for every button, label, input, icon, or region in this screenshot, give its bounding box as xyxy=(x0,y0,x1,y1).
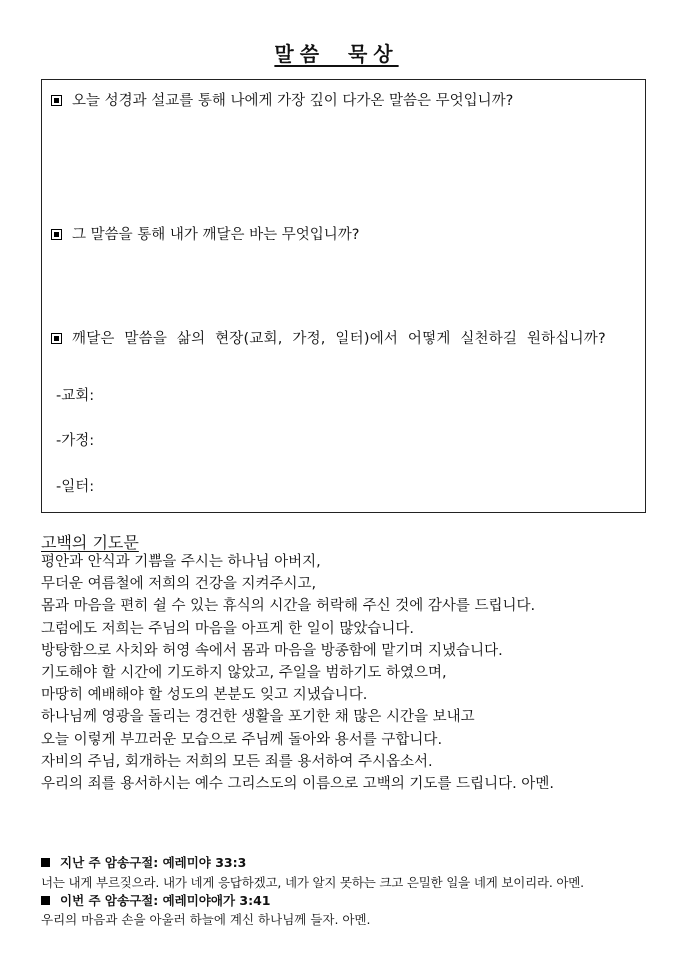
prayer-line: 마땅히 예배해야 할 성도의 본분도 잊고 지냈습니다. xyxy=(41,687,368,704)
question-2-text: 그 말씀을 통해 내가 깨달은 바는 무엇입니까? xyxy=(72,227,360,243)
prayer-body xyxy=(41,551,661,795)
question-3-text: 깨달은 말씀을 삶의 현장(교회, 가정, 일터)에서 어떻게 실천하길 원하십니까? xyxy=(72,331,606,347)
prayer-line: 자비의 주님, 회개하는 저희의 모든 죄를 용서하여 주시옵소서. xyxy=(41,753,433,770)
checkbox-square-icon xyxy=(51,95,62,106)
prayer-line: 그럼에도 저희는 주님의 마음을 아프게 한 일이 많았습니다. xyxy=(41,620,415,637)
bullet-square-icon xyxy=(41,858,50,867)
church-label: -교회: xyxy=(56,388,95,404)
prayer-line: 방탕함으로 사치와 허영 속에서 몸과 마음을 방종함에 맡기며 지냈습니다. xyxy=(41,642,503,659)
question-1-text: 오늘 성경과 설교를 통해 나에게 가장 깊이 다가온 말씀은 무엇입니까? xyxy=(72,93,514,109)
prayer-line: 몸과 마음을 편히 쉴 수 있는 휴식의 시간을 허락해 주신 것에 감사를 드립니다. xyxy=(41,598,536,615)
page-title: 말씀 묵상 xyxy=(274,42,399,66)
prayer-line: 평안과 안식과 기쁨을 주시는 하나님 아버지, xyxy=(41,554,321,570)
checkbox-square-icon xyxy=(51,229,62,240)
prayer-line: 하나님께 영광을 돌리는 경건한 생활을 포기한 채 많은 시간을 보내고 xyxy=(41,709,475,726)
last-week-verse-text: 너는 내게 부르짖으라. 내가 네게 응답하겠고, 네가 알지 못하는 크고 은밀한 일을 네게 보이리라. 아멘. xyxy=(41,875,584,890)
prayer-line: 무더운 여름철에 저희의 건강을 지켜주시고, xyxy=(41,576,317,593)
prayer-line: 기도해야 할 시간에 기도하지 않았고, 주일을 범하기도 하였으며, xyxy=(41,665,447,682)
home-label: -가정: xyxy=(56,433,95,449)
bullet-square-icon xyxy=(41,896,50,905)
last-week-verse-heading: 지난 주 암송구절: 예레미야 33:3 xyxy=(41,853,246,871)
prayer-title: 고백의 기도문 xyxy=(41,533,139,552)
meditation-box xyxy=(41,79,646,513)
prayer-line: 우리의 죄를 용서하시는 예수 그리스도의 이름으로 고백의 기도를 드립니다. 아멘. xyxy=(41,776,554,793)
checkbox-square-icon xyxy=(51,333,62,344)
question-3 xyxy=(51,327,638,351)
question-2 xyxy=(51,223,359,247)
question-1 xyxy=(51,89,513,113)
this-week-verse-text: 우리의 마음과 손을 아울러 하늘에 계신 하나님께 들자. 아멘. xyxy=(41,912,371,927)
this-week-verse-heading: 이번 주 암송구절: 예레미야애가 3:41 xyxy=(41,891,270,909)
work-label: -일터: xyxy=(56,479,95,495)
prayer-line: 오늘 이렇게 부끄러운 모습으로 주님께 돌아와 용서를 구합니다. xyxy=(41,731,443,748)
